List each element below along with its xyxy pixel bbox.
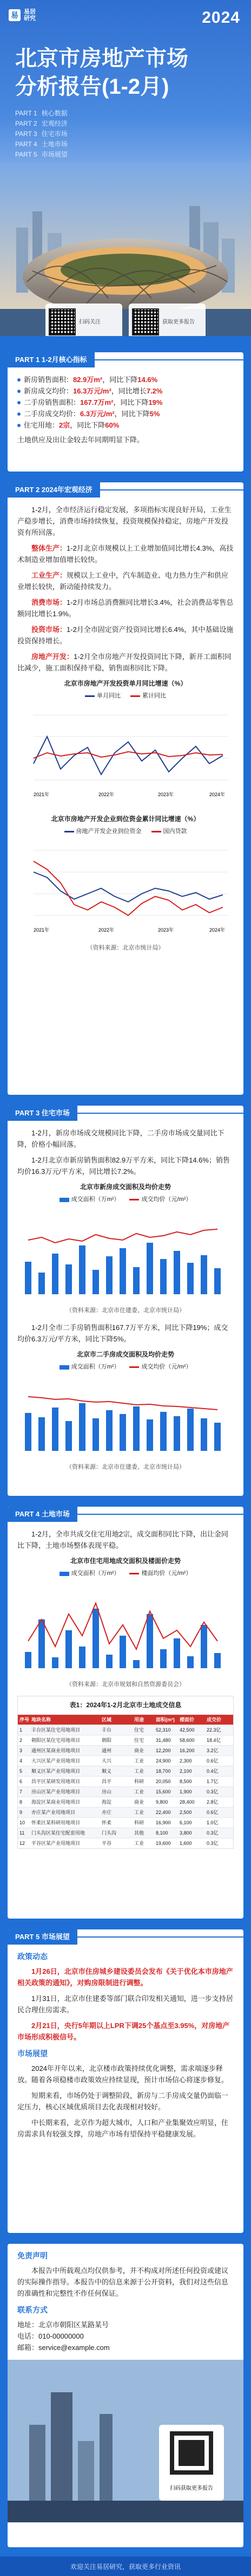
new-home-chart: [17, 1208, 234, 1300]
chart-bar: [106, 1256, 113, 1294]
table-row: [18, 1828, 233, 1838]
svg-text:2023年: 2023年: [158, 792, 174, 797]
logo-icon: 易: [9, 9, 21, 21]
chart-bar: [160, 1259, 167, 1294]
chart-bar: [214, 1653, 221, 1668]
outlook-paragraph: 2024年开年以来，北京楼市政策持续优化调整，需求端逐步释放。随着各项稳楼市政策效应持续显现，预计市场信心将逐步修复。: [17, 2064, 229, 2084]
chart-bar: [147, 1243, 153, 1294]
land-deals-table: [17, 1696, 234, 1849]
cover-contents: [15, 108, 68, 160]
chart-bar: [160, 1649, 167, 1668]
svg-text:2022年: 2022年: [98, 927, 115, 933]
table-cell: 8: [19, 1799, 23, 1805]
svg-text:2023年: 2023年: [158, 927, 174, 933]
footer-qr-caption: 扫码获取更多报告: [170, 2485, 213, 2491]
land-intro: 1-2月，全市共成交住宅用地2宗，成交面积同比下降，出让金同比下降，土地市场整体表现平稳。: [17, 1530, 229, 1550]
table-cell: 0.3亿: [207, 1830, 219, 1836]
table-row: [18, 1817, 233, 1828]
table-cell: 10: [19, 1819, 25, 1825]
policy-item: 1月26日，北京市住房城乡建设委员会发布《关于优化本市房地产相关政策的通知》，对购房限制进行调整。: [17, 1967, 233, 1987]
chart-bar: [187, 1656, 194, 1668]
section-title: PART 4 土地市场: [8, 1507, 77, 1522]
chart-source: （资料来源：北京市规划和自然资源委员会）: [66, 1681, 185, 1688]
table-cell: 28,400: [180, 1799, 195, 1805]
disclaimer-title: 免责声明: [17, 2251, 48, 2260]
table-cell: 其他: [134, 1830, 144, 1836]
bullet-icon: [17, 378, 21, 382]
qr-code-icon: [49, 308, 76, 335]
table-cell: 9,800: [156, 1799, 168, 1805]
chart-bar: [106, 1410, 113, 1451]
table-cell: 科研: [134, 1819, 144, 1825]
table-cell: 海淀区某商业用地项目: [31, 1799, 81, 1805]
funding-growth-chart: [17, 840, 234, 937]
qr-caption: 扫码关注: [79, 319, 101, 325]
section-outlook: [8, 1929, 243, 2233]
table-cell: 16,900: [156, 1819, 171, 1825]
table-row: [18, 1838, 233, 1848]
svg-text:2024年: 2024年: [209, 792, 226, 797]
table-cell: 11: [19, 1830, 25, 1836]
chart-legend: 单月同比 累计同比: [17, 690, 234, 702]
table-cell: 42,500: [180, 1727, 195, 1733]
table-cell: 门头沟: [102, 1830, 117, 1836]
section-housing: [8, 1106, 243, 1496]
table-cell: 1.7亿: [207, 1778, 219, 1784]
contact-title: 联系方式: [17, 2306, 48, 2314]
table-cell: 58,600: [180, 1737, 195, 1743]
table-cell: 3: [19, 1747, 23, 1753]
city-tower-image: [8, 2360, 243, 2522]
chart-bar: [147, 1419, 153, 1451]
table-cell: 18,700: [156, 1768, 171, 1774]
table-cell: 工业: [134, 1768, 144, 1774]
table-cell: 0.3亿: [207, 1840, 219, 1846]
core-item: 二手房成交均价：6.3万元/m²，同比下降5%: [17, 408, 234, 419]
chart-bar: [160, 1412, 167, 1451]
table-cell: 大兴: [102, 1758, 112, 1764]
bullet-icon: [17, 412, 21, 416]
table-cell: 1: [19, 1727, 23, 1733]
qr-card-right[interactable]: [129, 304, 206, 336]
table-header: 序号 地块名称 区域 用途 面积(m²) 楼面价 成交价: [18, 1714, 233, 1725]
table-cell: 2,500: [180, 1809, 192, 1815]
chart-legend: 成交面积（万m²） 楼面均价（元/m²）: [17, 1568, 234, 1579]
brand-line-1: 易居: [24, 9, 36, 15]
table-cell: 平谷: [102, 1840, 112, 1846]
table-cell: 0.6亿: [207, 1809, 219, 1815]
table-row: [18, 1797, 233, 1807]
table-row: [18, 1776, 233, 1786]
chart-bar: [65, 1264, 72, 1294]
section-macro: PART 2 2024年宏观经济 1-2月，全市经济运行稳定发展，多项指标实现良好开局，工业生产稳步增长，消费市场持续恢复，投资规模保持稳定，房地产开发投资有所回落。 整体生产：1-2月北京市规模以上工业增加值同比增长4.3%，高技术制造业增加值增长较快。 工业生产：规模以上工业中，汽车制造业、电力热力生产和供应业增长较快，新动能持续发力。 消费市场：1-2月市场总消费额同比增长3.4%，社会消费品零售总额同比增长1.9%。 投资市场：1-2月全市固定资产投资同比增长6.4%，其中基础设施投资保持增长。 房地产开发：1-2月全市房地产开发投资同比下降，新开工面积同比减少，施工面积保持平稳，销售面积同比下降。 北京市房地产开发投资单月同比增速（%） 单月同比 累计同比 2021年 2022年 2023年 2024年 北京市房地产开发企业到位资金累计同比增速（%） 房地产开发企业到位资金 国内贷款 2021年 2022年 2023年 2024年 （资料来源：北京市统计局）: [8, 482, 243, 1095]
table-cell: 19,600: [156, 1840, 171, 1846]
table-cell: 顺义区某产业用地项目: [31, 1768, 81, 1774]
housing-new: 1-2月北京市新房销售面积82.9万平方米，同比下降14.6%；销售均价16.3万元/平方米，同比增长7.2%。: [17, 1156, 230, 1176]
macro-intro: 1-2月，全市经济运行稳定发展，多项指标实现良好开局，工业生产稳步增长，消费市场持续恢复，投资规模保持稳定，房地产开发投资有所回落。: [17, 506, 232, 537]
table-cell: 住宅: [134, 1727, 144, 1733]
bullet-icon: [17, 390, 21, 393]
table-cell: 住宅: [134, 1737, 144, 1743]
table-cell: 1,600: [180, 1840, 192, 1846]
core-item: 二手房销售面积：167.7万m²，同比下降19%: [17, 397, 234, 408]
chart-legend: 房地产开发企业到位资金 国内贷款: [17, 826, 234, 837]
section-title: PART 5 市场展望: [8, 1929, 77, 1945]
chart-bar: [65, 1630, 72, 1668]
table-cell: 8,100: [156, 1830, 168, 1836]
chart-bar: [201, 1418, 207, 1451]
table-cell: 12: [19, 1840, 25, 1846]
table-cell: 8,500: [180, 1778, 192, 1784]
invest-growth-chart: [17, 704, 234, 802]
table-cell: 4: [19, 1758, 23, 1764]
cover-part-item: PART 1 核心数据: [15, 109, 68, 117]
table-cell: 22.3亿: [207, 1727, 221, 1733]
chart-bar: [79, 1647, 85, 1668]
table-cell: 亦庄某产业用地项目: [31, 1809, 76, 1815]
table-cell: 0.3亿: [207, 1789, 219, 1794]
table-cell: 商业: [134, 1799, 144, 1805]
cover-title: [15, 44, 188, 101]
outlook-paragraph: 短期来看，市场仍处于调整阶段，新房与二手房成交量仍面临一定压力，核心区域优质项目去化表现相对较好。: [17, 2091, 229, 2111]
table-cell: 22,400: [156, 1809, 171, 1815]
chart-title: 北京市二手房成交面积及均价走势: [76, 1351, 174, 1358]
table-cell: 1,900: [180, 1789, 192, 1794]
report-year: 2024: [202, 9, 240, 27]
chart-bar: [201, 1625, 207, 1668]
section-core-data: [8, 352, 243, 472]
cover-part-item: PART 4 土地市场: [15, 140, 68, 148]
table-cell: 丰台: [102, 1727, 112, 1733]
table-row: [18, 1735, 233, 1745]
table-cell: 昌平: [102, 1778, 112, 1784]
table-row: [18, 1745, 233, 1755]
section-title: PART 3 住宅市场: [8, 1106, 77, 1121]
table-cell: 朝阳区某住宅用地项目: [31, 1737, 81, 1743]
chart-bar: [174, 1251, 180, 1294]
table-cell: 9: [19, 1809, 23, 1815]
table-cell: 亦庄: [102, 1809, 112, 1815]
chart-bar: [147, 1614, 153, 1668]
table-cell: 1.0亿: [207, 1819, 219, 1825]
disclaimer-text: 本报告中所载观点均仅供参考，并不构成对所述任何投资或建议的实际操作指导。本报告中的信息来源于公开资料，我们对这些信息的准确性和完整性不作任何保证。: [17, 2267, 229, 2297]
contact-line: 地址：北京市朝阳区某路某号: [17, 2321, 109, 2329]
section-title: PART 1 1-2月核心指标: [8, 352, 95, 367]
cover-part-item: PART 5 市场展望: [15, 151, 68, 158]
bottom-banner-text: 欢迎关注易居研究，获取更多行业资讯: [70, 2562, 181, 2571]
chart-source: （资料来源：北京市住建委、北京市统计局）: [66, 1464, 185, 1470]
table-cell: 0.4亿: [207, 1768, 219, 1774]
table-cell: 24,900: [156, 1758, 171, 1764]
chart-title: 北京市住宅用地成交面积及楼面价走势: [70, 1557, 181, 1565]
chart-bar: [25, 1262, 31, 1294]
chart-bar: [214, 1268, 221, 1294]
bullet-icon: [17, 401, 21, 404]
table-cell: 门头沟区某住宅配套用地: [31, 1830, 85, 1836]
chart-source: （资料来源：北京市统计局）: [87, 945, 164, 951]
chart-bar: [93, 1270, 99, 1294]
table-cell: 16,200: [180, 1747, 195, 1753]
bottom-banner: [0, 2556, 251, 2576]
bullet-icon: [17, 424, 21, 427]
chart-bar: [120, 1248, 126, 1294]
table-cell: 52,310: [156, 1727, 171, 1733]
housing-intro: 1-2月，新房市场成交规模同比下降，二手房市场成交量同比下降，价格小幅回落。: [17, 1129, 224, 1148]
chart-title: 北京市新房成交面积及均价走势: [80, 1183, 171, 1191]
chart-bar: [174, 1638, 180, 1668]
qr-code-icon: [132, 308, 159, 335]
table-cell: 工业: [134, 1840, 144, 1846]
section-title: PART 2 2024年宏观经济: [8, 482, 100, 498]
policy-item: 1月31日，北京市住建委等部门联合印发相关通知，进一步支持居民合理住房需求。: [17, 1994, 233, 2014]
chart-title: 北京市房地产开发企业到位资金累计同比增速（%）: [51, 815, 200, 823]
chart-bar: [52, 1254, 58, 1294]
chart-bar: [38, 1417, 45, 1451]
table-cell: 怀柔: [102, 1819, 112, 1825]
table-cell: 2,100: [180, 1768, 192, 1774]
chart-bar: [120, 1636, 126, 1668]
table-row: [18, 1725, 233, 1735]
table-cell: 工业: [134, 1809, 144, 1815]
table-cell: 2,300: [180, 1758, 192, 1764]
table-cell: 顺义: [102, 1768, 112, 1774]
svg-text:2021年: 2021年: [34, 927, 50, 933]
table-cell: 2.8亿: [207, 1799, 219, 1805]
table-cell: 5: [19, 1768, 23, 1774]
chart-bar: [214, 1423, 221, 1451]
chart-bar: [25, 1413, 31, 1451]
table-cell: 6,100: [180, 1819, 192, 1825]
core-item: 新房成交均价：16.3万元/m²，同比增长7.2%: [17, 385, 234, 397]
chart-bar: [187, 1263, 194, 1294]
table-cell: 3,800: [180, 1830, 192, 1836]
table-cell: 工业: [134, 1758, 144, 1764]
table-row: [18, 1766, 233, 1776]
chart-bar: [38, 1273, 45, 1294]
svg-text:2022年: 2022年: [98, 792, 115, 797]
cover-qr-row: [0, 304, 251, 336]
chart-bar: [79, 1245, 85, 1294]
chart-bar: [93, 1418, 99, 1451]
table-cell: 平谷区某产业用地项目: [31, 1840, 81, 1846]
qr-card-left[interactable]: [45, 304, 122, 336]
housing-second: 1-2月全市二手房销售面积167.7万平方米，同比下降19%；成交均价6.3万元/平方米，同比下降5%。: [17, 1323, 228, 1343]
table-cell: 工业: [134, 1789, 144, 1794]
land-note: 土地供应及出让金较去年同期明显下降。: [17, 436, 144, 444]
table-cell: 房山: [102, 1789, 112, 1794]
chart-bar: [201, 1255, 207, 1294]
brand-line-2: 研究: [24, 15, 36, 22]
svg-text:2024年: 2024年: [209, 927, 226, 933]
table-cell: 12,200: [156, 1747, 171, 1753]
table-cell: 2: [19, 1737, 23, 1743]
table-cell: 丰台区某住宅用地项目: [31, 1727, 81, 1733]
table-cell: 15,600: [156, 1789, 171, 1794]
cover-title-line-2: 分析报告(1-2月): [15, 75, 169, 99]
table-cell: 商业: [134, 1747, 144, 1753]
table-cell: 昌平区某研发用地项目: [31, 1778, 81, 1784]
chart-bar: [52, 1657, 58, 1668]
outlook-paragraph: 中长期来看，北京作为超大城市，人口和产业集聚效应明显，住房需求具有较强支撑，房地产市场有望保持平稳健康发展。: [17, 2119, 229, 2138]
chart-bar: [120, 1414, 126, 1451]
table-cell: 3.2亿: [207, 1747, 219, 1753]
table-cell: 房山区某产业用地项目: [31, 1789, 81, 1794]
chart-legend: 成交面积（万m²） 成交均价（元/m²）: [17, 1194, 234, 1205]
table-cell: 怀柔区某科研用地项目: [31, 1819, 81, 1825]
chart-bar: [79, 1403, 85, 1451]
chart-bar: [38, 1619, 45, 1668]
table-cell: 通州: [102, 1747, 112, 1753]
chart-source: （资料来源：北京市住建委、北京市统计局）: [66, 1307, 185, 1314]
chart-bar: [187, 1409, 194, 1451]
table-cell: 20,050: [156, 1778, 171, 1784]
chart-bar: [133, 1406, 140, 1451]
table-cell: 科研: [134, 1778, 144, 1784]
contact-line: 邮箱：service@example.com: [17, 2343, 110, 2352]
land-chart: [17, 1581, 234, 1674]
table-row: [18, 1755, 233, 1766]
policy-subtitle: 政策动态: [17, 1952, 48, 1961]
chart-bar: [93, 1609, 99, 1668]
chart-bar: [65, 1421, 72, 1451]
chart-bar: [106, 1655, 113, 1668]
table-cell: 6: [19, 1778, 23, 1784]
chart-legend: 成交面积（万m²） 成交均价（元/m²）: [17, 1361, 234, 1373]
table-row: [18, 1807, 233, 1817]
cover: [0, 0, 251, 336]
cover-title-line-1: 北京市房地产市场: [15, 47, 188, 70]
outlook-subtitle: 市场展望: [17, 2049, 48, 2058]
brand-logo: [9, 9, 36, 22]
core-item: 住宅用地：2宗，同比下降60%: [17, 419, 234, 431]
table-cell: 大兴区某产业用地项目: [31, 1758, 81, 1764]
table-cell: 7: [19, 1789, 23, 1794]
table-row: [18, 1786, 233, 1797]
chart-title: 北京市房地产开发投资单月同比增速（%）: [64, 680, 187, 687]
footer-card: [8, 2244, 243, 2547]
qr-caption: 获取更多报告: [162, 319, 195, 325]
chart-bar: [25, 1652, 31, 1668]
table-cell: 31,480: [156, 1737, 171, 1743]
chart-bar: [174, 1416, 180, 1451]
cover-part-item: PART 2 宏观经济: [15, 120, 68, 127]
table-cell: 朝阳: [102, 1737, 112, 1743]
core-item: 新房销售面积：82.9万m²，同比下降14.6%: [17, 374, 234, 385]
cover-part-item: PART 3 住宅市场: [15, 130, 68, 138]
second-hand-chart: [17, 1375, 234, 1456]
footer-qr-card[interactable]: [159, 2425, 224, 2501]
policy-item: 2月21日，央行5年期以上LPR下调25个基点至3.95%，对房地产市场形成积极信号。: [17, 2022, 230, 2041]
chart-bar: [133, 1267, 140, 1294]
table-cell: 18.4亿: [207, 1737, 221, 1743]
chart-bar: [133, 1660, 140, 1668]
svg-text:2021年: 2021年: [34, 792, 50, 797]
table-cell: 0.6亿: [207, 1758, 219, 1764]
chart-bar: [52, 1408, 58, 1451]
section-land: [8, 1507, 243, 1919]
table-title: 表1：2024年1-2月北京市土地成交信息: [69, 1701, 182, 1709]
table-cell: 通州区某商业用地项目: [31, 1747, 81, 1753]
table-cell: 海淀: [102, 1799, 112, 1805]
contact-line: 电话：010-00000000: [17, 2332, 84, 2340]
